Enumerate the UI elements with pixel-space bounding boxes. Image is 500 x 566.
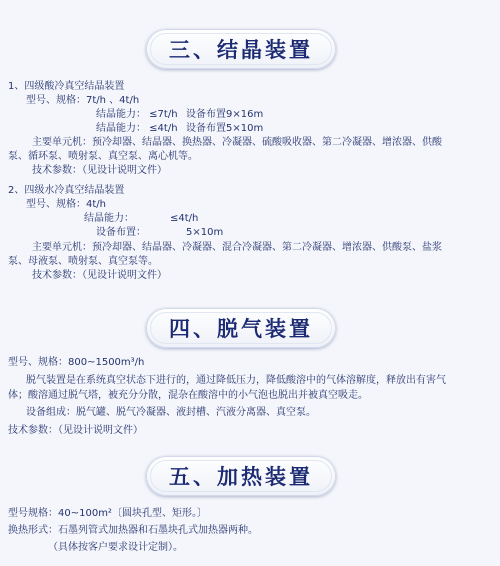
heat-exchange-type: 换热形式：石墨列管式加热器和石墨块孔式加热器两种。	[8, 525, 258, 536]
degas-description: 脱气装置是在系统真空状态下进行的，通过降低压力，降低酸溶中的气体溶解度，释放出有害气	[26, 375, 446, 386]
equipment-layout-label: 设备布置：	[96, 227, 146, 238]
tech-params: 技术参数：（见设计说明文件）	[8, 425, 143, 436]
tech-params: 技术参数：（见设计说明文件）	[32, 270, 167, 281]
section-title: 三、结晶装置	[169, 38, 313, 62]
model-spec: 型号、规格：7t/h 、4t/h	[26, 95, 140, 106]
section-title: 五、加热装置	[169, 465, 313, 489]
model-spec: 型号、规格：800~1500m³/h	[8, 357, 145, 368]
custom-note: （具体按客户要求设计定制）。	[48, 542, 183, 553]
main-units-cont: 泵、母液泵、喷射泵、真空泵等。	[8, 256, 158, 267]
main-units: 主要单元机：预冷却器、结晶器、冷凝器、混合冷凝器、第二冷凝器、增浓器、供酸泵、盐浆	[32, 242, 442, 253]
section-header-degassing	[146, 308, 336, 348]
item-heading: 1、四级酸冷真空结晶装置	[8, 81, 125, 92]
model-spec: 型号规格：40~100m²〔圆块孔型、矩形。〕	[8, 508, 207, 519]
equipment-layout-value: 5×10m	[186, 227, 224, 238]
crystal-capacity: 结晶能力： ≤7t/h	[96, 109, 178, 120]
crystal-capacity: 结晶能力： ≤4t/h	[96, 123, 178, 134]
model-spec: 型号、规格：4t/h	[26, 199, 106, 210]
degas-description-cont: 体；酸溶通过脱气塔，被充分分散，混杂在酸溶中的小气泡也脱出并被真空吸走。	[8, 390, 368, 401]
equipment-composition: 设备组成：脱气罐、脱气冷凝器、液封槽、汽液分离器、真空泵。	[26, 407, 316, 418]
tech-params: 技术参数：（见设计说明文件）	[32, 165, 167, 176]
crystal-capacity-value: ≤4t/h	[170, 213, 199, 224]
equipment-layout: 设备布置5×10m	[186, 123, 264, 134]
section-title: 四、脱气装置	[169, 317, 313, 341]
crystal-capacity-label: 结晶能力：	[84, 213, 134, 224]
main-units-cont: 泵、循环泵、喷射泵、真空泵、离心机等。	[8, 151, 198, 162]
main-units: 主要单元机：预冷却器、结晶器、换热器、冷凝器、硫酸吸收器、第二冷凝器、增浓器、供酸	[32, 137, 442, 148]
section-header-heating	[146, 456, 336, 496]
equipment-layout: 设备布置9×16m	[186, 109, 264, 120]
section-header-crystallization	[146, 29, 336, 69]
item-heading: 2、四级水冷真空结晶装置	[8, 185, 125, 196]
